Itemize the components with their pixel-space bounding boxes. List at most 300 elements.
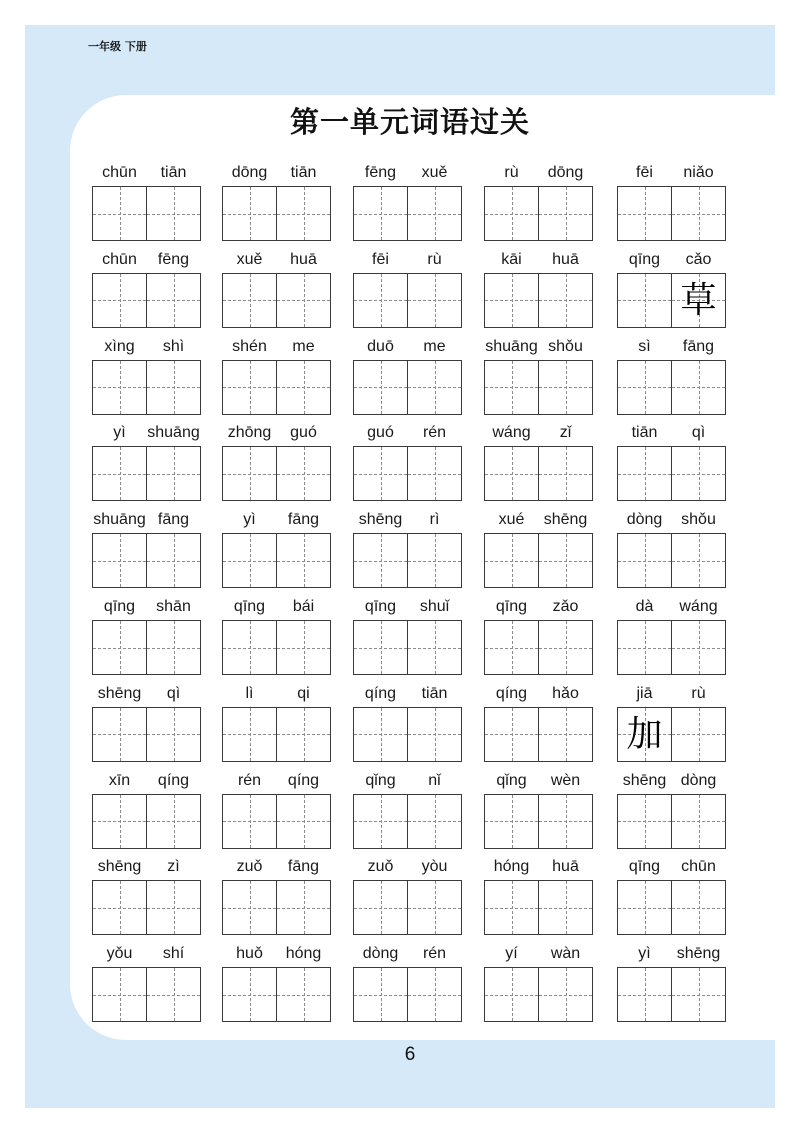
- pinyin-syllable: huā: [552, 250, 579, 268]
- tianzige-box: [671, 446, 726, 501]
- guide-line-horizontal: [223, 561, 276, 562]
- guide-line-horizontal: [618, 474, 671, 475]
- pinyin-syllable: dōng: [231, 164, 268, 181]
- word-item: [484, 943, 593, 1022]
- pinyin-syllable: fēi: [372, 250, 389, 268]
- word-item: [353, 943, 462, 1022]
- guide-line-horizontal: [485, 648, 538, 649]
- pinyin-syllable: tiān: [290, 164, 317, 181]
- guide-line-horizontal: [539, 214, 592, 215]
- pinyin-syllable: xìng: [104, 337, 135, 355]
- guide-line-horizontal: [485, 474, 538, 475]
- pinyin-syllable: zì: [167, 858, 180, 876]
- guide-line-horizontal: [539, 995, 592, 996]
- word-item: [353, 683, 462, 762]
- pinyin-syllable: fēi: [636, 164, 653, 181]
- guide-line-horizontal: [93, 821, 146, 822]
- word-item: [484, 336, 593, 415]
- tianzige-box: [353, 533, 408, 588]
- tianzige-box: [538, 446, 593, 501]
- word-item: [484, 683, 593, 762]
- guide-line-horizontal: [147, 387, 200, 388]
- tianzige-box: [92, 360, 147, 415]
- tianzige-box: [484, 446, 539, 501]
- word-item: [617, 162, 726, 241]
- pinyin-syllable: wàn: [550, 945, 581, 963]
- tianzige-box: [276, 360, 331, 415]
- guide-line-horizontal: [93, 474, 146, 475]
- pinyin-syllable: zhōng: [227, 424, 272, 442]
- tianzige-box: [146, 533, 201, 588]
- tianzige-box: [92, 533, 147, 588]
- pinyin-syllable: shēng: [676, 945, 721, 963]
- guide-line-horizontal: [485, 734, 538, 735]
- guide-line-horizontal: [408, 300, 461, 301]
- guide-line-horizontal: [485, 821, 538, 822]
- tianzige-box: [146, 273, 201, 328]
- word-item: [222, 943, 331, 1022]
- word-item: [353, 509, 462, 588]
- word-item: [92, 683, 201, 762]
- pinyin-syllable: shēng: [543, 511, 588, 529]
- guide-line-horizontal: [147, 474, 200, 475]
- guide-line-horizontal: [277, 474, 330, 475]
- guide-line-horizontal: [223, 734, 276, 735]
- guide-line-horizontal: [485, 995, 538, 996]
- word-item: [92, 336, 201, 415]
- tianzige-box: [538, 533, 593, 588]
- pinyin-syllable: qíng: [364, 684, 397, 702]
- guide-line-horizontal: [147, 648, 200, 649]
- tianzige-box: [538, 707, 593, 762]
- pinyin-syllable: qīng: [628, 250, 661, 268]
- tianzige-box: [353, 273, 408, 328]
- pinyin-syllable: jiā: [636, 684, 653, 702]
- word-item: [617, 856, 726, 935]
- tianzige-box: [617, 967, 672, 1022]
- pinyin-syllable: wèn: [550, 771, 581, 789]
- guide-line-horizontal: [539, 648, 592, 649]
- tianzige-box: [146, 707, 201, 762]
- pinyin-syllable: shān: [156, 598, 191, 615]
- tianzige-box: [222, 967, 277, 1022]
- pinyin-syllable: tiān: [421, 684, 448, 702]
- tianzige-box: [353, 186, 408, 241]
- tianzige-box: [222, 620, 277, 675]
- word-item: [222, 596, 331, 675]
- tianzige-box: [671, 707, 726, 762]
- pinyin-syllable: rù: [691, 684, 706, 702]
- pinyin-syllable: dòng: [626, 511, 663, 529]
- pinyin-syllable: qíng: [495, 684, 528, 702]
- guide-line-horizontal: [618, 214, 671, 215]
- pinyin-syllable: shuāng: [147, 424, 200, 442]
- pinyin-syllable: huā: [552, 858, 579, 876]
- pinyin-syllable: yì: [113, 424, 126, 442]
- word-item: [92, 509, 201, 588]
- tianzige-box: [407, 707, 462, 762]
- guide-line-horizontal: [354, 474, 407, 475]
- word-item: [617, 336, 726, 415]
- guide-line-horizontal: [277, 648, 330, 649]
- tianzige-box: [146, 186, 201, 241]
- word-item: [617, 509, 726, 588]
- pinyin-syllable: yì: [638, 945, 651, 963]
- guide-line-horizontal: [618, 300, 671, 301]
- pinyin-syllable: xué: [498, 511, 525, 529]
- word-item: [484, 162, 593, 241]
- tianzige-box: [92, 794, 147, 849]
- word-item: [222, 683, 331, 762]
- pinyin-syllable: xīn: [108, 771, 131, 789]
- guide-line-horizontal: [539, 387, 592, 388]
- tianzige-box: [484, 707, 539, 762]
- tianzige-box: [617, 880, 672, 935]
- tianzige-box: [407, 794, 462, 849]
- guide-line-horizontal: [93, 734, 146, 735]
- guide-line-horizontal: [354, 561, 407, 562]
- tianzige-box: [671, 620, 726, 675]
- book-grade-label: 一年级 下册: [88, 40, 147, 53]
- guide-line-horizontal: [539, 474, 592, 475]
- guide-line-horizontal: [354, 387, 407, 388]
- word-item: [92, 856, 201, 935]
- tianzige-box: [407, 620, 462, 675]
- pinyin-syllable: yòu: [421, 858, 448, 876]
- guide-line-horizontal: [277, 908, 330, 909]
- guide-line-horizontal: [93, 214, 146, 215]
- word-item: [484, 856, 593, 935]
- guide-line-horizontal: [147, 908, 200, 909]
- guide-line-horizontal: [147, 561, 200, 562]
- pinyin-syllable: rén: [422, 945, 447, 963]
- tianzige-box: [276, 620, 331, 675]
- tianzige-box: [484, 186, 539, 241]
- guide-line-horizontal: [354, 734, 407, 735]
- word-item: [617, 596, 726, 675]
- guide-line-horizontal: [277, 734, 330, 735]
- pinyin-syllable: rén: [237, 771, 262, 789]
- word-item: [617, 683, 726, 762]
- guide-line-horizontal: [93, 300, 146, 301]
- tianzige-box: [276, 186, 331, 241]
- word-item: [353, 422, 462, 501]
- guide-line-horizontal: [354, 300, 407, 301]
- guide-line-horizontal: [672, 908, 725, 909]
- pinyin-syllable: shǒu: [548, 337, 583, 355]
- pinyin-syllable: rù: [427, 250, 442, 268]
- pinyin-syllable: dà: [635, 598, 654, 615]
- guide-line-horizontal: [672, 821, 725, 822]
- pinyin-syllable: me: [423, 337, 446, 355]
- tianzige-box: [353, 620, 408, 675]
- word-item: [617, 422, 726, 501]
- word-item: [484, 596, 593, 675]
- guide-line-horizontal: [354, 648, 407, 649]
- tianzige-box: [484, 880, 539, 935]
- word-item: [353, 162, 462, 241]
- pinyin-syllable: fāng: [682, 337, 715, 355]
- pinyin-syllable: cǎo: [685, 250, 712, 268]
- pinyin-syllable: zuǒ: [367, 858, 394, 876]
- tianzige-box: [484, 794, 539, 849]
- tianzige-box: [407, 446, 462, 501]
- tianzige-box: [353, 446, 408, 501]
- tianzige-box: [146, 794, 201, 849]
- tianzige-box: [671, 967, 726, 1022]
- pinyin-syllable: qíng: [157, 771, 190, 789]
- tianzige-box: [407, 360, 462, 415]
- tianzige-box: [671, 794, 726, 849]
- guide-line-horizontal: [408, 387, 461, 388]
- word-item: [222, 856, 331, 935]
- tianzige-box: [276, 273, 331, 328]
- tianzige-box: [407, 186, 462, 241]
- pinyin-syllable: qīng: [103, 598, 136, 615]
- tianzige-box: [407, 273, 462, 328]
- tianzige-box: [617, 273, 672, 328]
- tianzige-box: [353, 967, 408, 1022]
- guide-line-horizontal: [408, 474, 461, 475]
- tianzige-box: [484, 273, 539, 328]
- pinyin-syllable: guó: [367, 424, 394, 442]
- tianzige-box: [617, 446, 672, 501]
- tianzige-box: [671, 360, 726, 415]
- guide-line-horizontal: [93, 908, 146, 909]
- written-character: 加: [626, 713, 663, 755]
- guide-line-horizontal: [485, 908, 538, 909]
- pinyin-syllable: fāng: [287, 511, 320, 529]
- tianzige-box: [92, 273, 147, 328]
- word-item: [222, 509, 331, 588]
- tianzige-box: [146, 446, 201, 501]
- word-item: [484, 422, 593, 501]
- pinyin-syllable: fēng: [364, 164, 397, 181]
- guide-line-horizontal: [354, 214, 407, 215]
- tianzige-box: [353, 794, 408, 849]
- pinyin-syllable: fāng: [287, 858, 320, 876]
- guide-line-horizontal: [93, 387, 146, 388]
- pinyin-syllable: xuě: [236, 250, 263, 268]
- guide-line-horizontal: [539, 300, 592, 301]
- tianzige-box: [222, 880, 277, 935]
- guide-line-horizontal: [672, 995, 725, 996]
- guide-line-horizontal: [223, 821, 276, 822]
- pinyin-syllable: rù: [504, 164, 519, 181]
- guide-line-horizontal: [408, 648, 461, 649]
- pinyin-syllable: sì: [638, 337, 651, 355]
- guide-line-horizontal: [223, 214, 276, 215]
- pinyin-syllable: guó: [290, 424, 317, 442]
- pinyin-syllable: shén: [232, 337, 267, 355]
- word-item: [484, 249, 593, 328]
- guide-line-horizontal: [277, 387, 330, 388]
- pinyin-syllable: bái: [292, 598, 315, 615]
- tianzige-box: [671, 533, 726, 588]
- word-item: [222, 336, 331, 415]
- guide-line-horizontal: [93, 995, 146, 996]
- word-item: [353, 249, 462, 328]
- pinyin-syllable: hóng: [493, 858, 530, 876]
- pinyin-syllable: qīng: [495, 598, 528, 615]
- tianzige-box: [146, 620, 201, 675]
- guide-line-horizontal: [672, 387, 725, 388]
- tianzige-box: [538, 360, 593, 415]
- pinyin-syllable: huǒ: [236, 945, 263, 963]
- tianzige-box: [538, 186, 593, 241]
- guide-line-horizontal: [147, 214, 200, 215]
- tianzige-box: [146, 360, 201, 415]
- tianzige-box: [407, 967, 462, 1022]
- pinyin-syllable: hóng: [285, 945, 322, 963]
- tianzige-box: [222, 360, 277, 415]
- tianzige-box: [538, 967, 593, 1022]
- pinyin-syllable: shēng: [622, 771, 667, 789]
- tianzige-box: [222, 446, 277, 501]
- tianzige-box: [92, 620, 147, 675]
- word-item: [353, 770, 462, 849]
- guide-line-horizontal: [147, 300, 200, 301]
- tianzige-box: [617, 794, 672, 849]
- tianzige-box: [671, 273, 726, 328]
- tianzige-box: [222, 794, 277, 849]
- guide-line-horizontal: [485, 387, 538, 388]
- pinyin-syllable: lì: [245, 684, 254, 702]
- tianzige-box: [222, 186, 277, 241]
- guide-line-horizontal: [618, 908, 671, 909]
- pinyin-syllable: shì: [162, 337, 185, 355]
- pinyin-syllable: shuāng: [485, 337, 538, 355]
- pinyin-syllable: nǐ: [428, 771, 441, 789]
- tianzige-box: [407, 880, 462, 935]
- tianzige-box: [276, 794, 331, 849]
- guide-line-horizontal: [277, 821, 330, 822]
- guide-line-horizontal: [408, 908, 461, 909]
- tianzige-box: [617, 707, 672, 762]
- pinyin-syllable: zǐ: [559, 424, 572, 442]
- guide-line-horizontal: [223, 387, 276, 388]
- word-item: [353, 596, 462, 675]
- tianzige-box: [276, 533, 331, 588]
- tianzige-box: [484, 967, 539, 1022]
- tianzige-box: [92, 967, 147, 1022]
- guide-line-horizontal: [539, 908, 592, 909]
- pinyin-syllable: shǒu: [681, 511, 716, 529]
- guide-line-horizontal: [408, 734, 461, 735]
- pinyin-syllable: shuǐ: [419, 598, 450, 615]
- word-item: [92, 943, 201, 1022]
- guide-line-horizontal: [539, 821, 592, 822]
- word-item: [92, 770, 201, 849]
- guide-line-horizontal: [618, 995, 671, 996]
- word-item: [484, 770, 593, 849]
- pinyin-syllable: hǎo: [552, 684, 579, 702]
- word-item: [222, 770, 331, 849]
- guide-line-horizontal: [672, 648, 725, 649]
- pinyin-syllable: dōng: [547, 164, 584, 181]
- pinyin-syllable: qǐng: [496, 771, 527, 789]
- tianzige-box: [276, 707, 331, 762]
- word-item: [617, 249, 726, 328]
- word-item: [222, 249, 331, 328]
- tianzige-box: [353, 360, 408, 415]
- pinyin-syllable: fēng: [157, 250, 190, 268]
- guide-line-horizontal: [277, 214, 330, 215]
- pinyin-syllable: xuě: [421, 164, 448, 181]
- pinyin-syllable: zǎo: [552, 598, 579, 615]
- word-item: [484, 509, 593, 588]
- tianzige-box: [353, 707, 408, 762]
- tianzige-box: [92, 186, 147, 241]
- pinyin-syllable: chūn: [681, 858, 716, 876]
- tianzige-box: [671, 880, 726, 935]
- tianzige-box: [484, 620, 539, 675]
- pinyin-syllable: qíng: [287, 771, 320, 789]
- guide-line-horizontal: [408, 821, 461, 822]
- pinyin-syllable: yì: [243, 511, 256, 529]
- guide-line-horizontal: [277, 561, 330, 562]
- guide-line-horizontal: [408, 995, 461, 996]
- tianzige-box: [146, 967, 201, 1022]
- guide-line-horizontal: [223, 300, 276, 301]
- word-item: [222, 422, 331, 501]
- word-item: [353, 856, 462, 935]
- tianzige-box: [538, 794, 593, 849]
- guide-line-horizontal: [408, 214, 461, 215]
- tianzige-box: [617, 360, 672, 415]
- pinyin-syllable: qì: [691, 424, 706, 442]
- tianzige-box: [617, 186, 672, 241]
- tianzige-box: [484, 533, 539, 588]
- guide-line-horizontal: [539, 561, 592, 562]
- guide-line-horizontal: [93, 648, 146, 649]
- tianzige-box: [146, 880, 201, 935]
- pinyin-syllable: huā: [290, 250, 317, 268]
- pinyin-syllable: qīng: [233, 598, 266, 615]
- tianzige-box: [538, 880, 593, 935]
- pinyin-syllable: zuǒ: [236, 858, 263, 876]
- pinyin-syllable: shí: [162, 945, 185, 963]
- pinyin-syllable: tiān: [160, 164, 187, 181]
- tianzige-box: [484, 360, 539, 415]
- pinyin-syllable: qīng: [628, 858, 661, 876]
- guide-line-horizontal: [539, 734, 592, 735]
- guide-line-horizontal: [672, 474, 725, 475]
- tianzige-box: [407, 533, 462, 588]
- tianzige-box: [617, 620, 672, 675]
- pinyin-syllable: duō: [367, 337, 394, 355]
- guide-line-horizontal: [223, 474, 276, 475]
- guide-line-horizontal: [485, 561, 538, 562]
- pinyin-syllable: shēng: [97, 684, 142, 702]
- word-item: [617, 943, 726, 1022]
- pinyin-syllable: shuāng: [93, 511, 146, 529]
- guide-line-horizontal: [618, 648, 671, 649]
- tianzige-box: [222, 273, 277, 328]
- tianzige-box: [538, 620, 593, 675]
- guide-line-horizontal: [672, 561, 725, 562]
- guide-line-horizontal: [485, 300, 538, 301]
- word-item: [222, 162, 331, 241]
- word-item: [92, 596, 201, 675]
- guide-line-horizontal: [93, 561, 146, 562]
- pinyin-syllable: qi: [297, 684, 310, 702]
- tianzige-box: [92, 446, 147, 501]
- tianzige-box: [276, 446, 331, 501]
- guide-line-horizontal: [277, 300, 330, 301]
- guide-line-horizontal: [618, 821, 671, 822]
- word-item: [353, 336, 462, 415]
